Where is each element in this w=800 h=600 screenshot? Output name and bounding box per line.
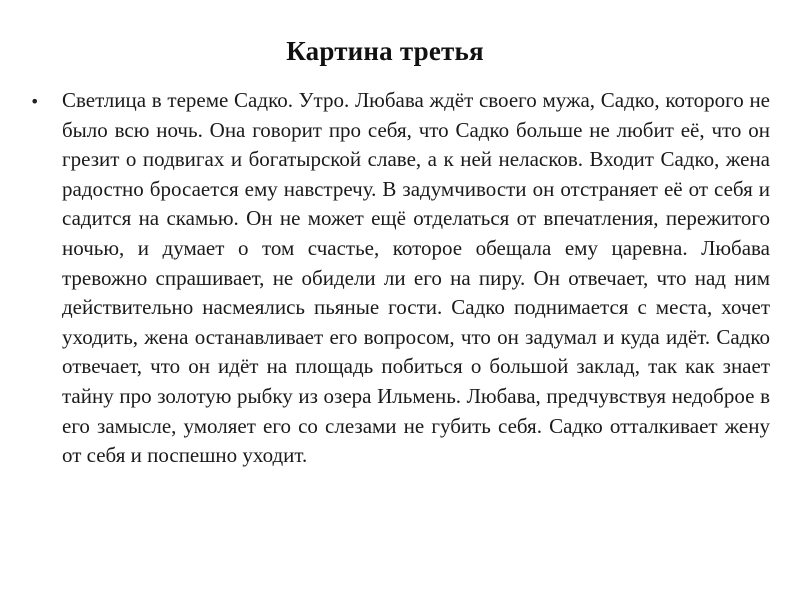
- slide-title: Картина третья: [286, 36, 484, 66]
- slide-content: [30, 86, 770, 471]
- bullet-item: [30, 86, 770, 471]
- bullet-text: Светлица в тереме Садко. Утро. Любава ждёт своего мужа, Садко, которого не было всю ночь. Она говорит про себя, что Садко больше не любит её, что он грезит о подвигах и богатырской славе, а к ней неласков. Входит Садко, жена радостно бросается ему навстречу. В задумчивости он отстраняет её от себя и садится на скамью. Он не может ещё отделаться от впечатления, пережитого ночью, и думает о том счастье, которое обещала ему царевна. Любава тревожно спрашивает, не обидели ли его на пиру. Он отвечает, что над ним действительно насмеялись пьяные гости. Садко поднимается с места, хочет уходить, жена останавливает его вопросом, что он задумал и куда идёт. Садко отвечает, что он идёт на площадь побиться о большой заклад, так как знает тайну про золотую рыбку из озера Ильмень. Любава, предчувствуя недоброе в его замысле, умоляет его со слезами не губить себя. Садко отталкивает жену от себя и поспешно уходит.: [62, 88, 770, 468]
- bullet-marker: •: [30, 92, 40, 111]
